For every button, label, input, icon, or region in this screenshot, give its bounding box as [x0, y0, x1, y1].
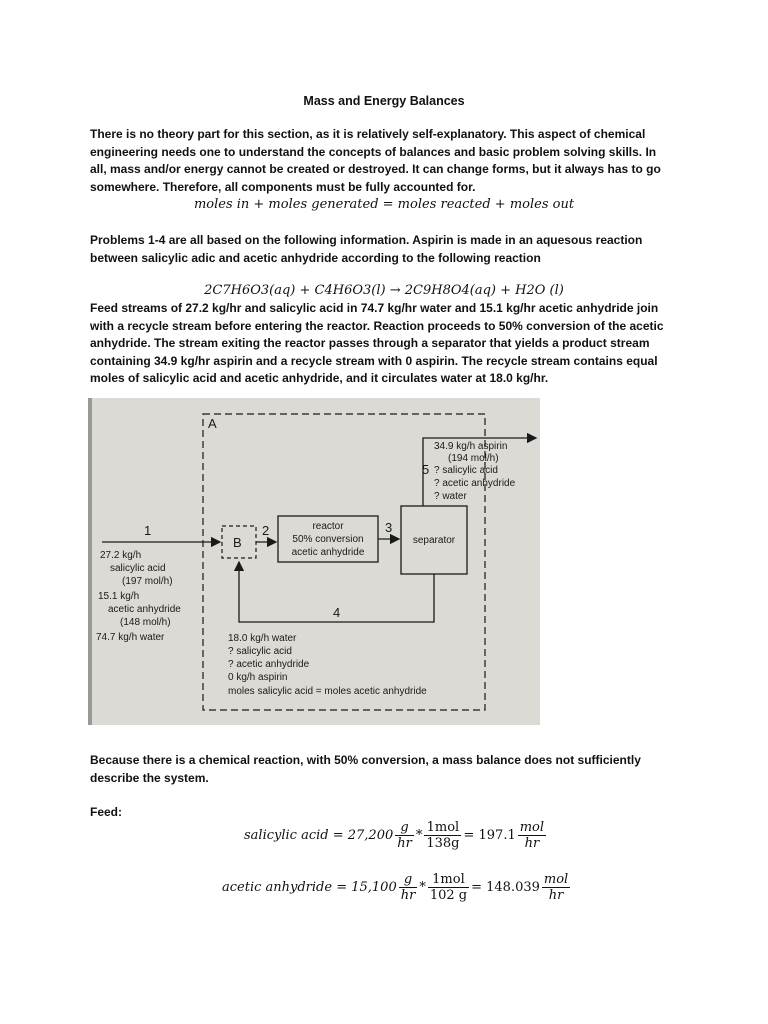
stream-1-line-2: salicylic acid [110, 563, 166, 574]
stream-5-number: 5 [422, 462, 430, 477]
calc2-operator: * [419, 880, 426, 895]
calc2-fraction-2: $\frac{\text{1mol}}{102 g}$ [429, 872, 468, 903]
stream-4-line-3: ? acetic anhydride [228, 659, 310, 670]
stream-4-number: 4 [333, 605, 341, 620]
stream-1-line-3: (197 mol/h) [122, 576, 173, 587]
stream-4-line-5: moles salicylic acid = moles acetic anhydride [228, 686, 427, 697]
intro-paragraph: There is no theory part for this section, as it is relatively self-explanatory. This aspect of chemical engineering needs one to understand the concepts of balances and basic problem solving skills. In all, mass and/or energy cannot be created or destroyed. It can change forms, but it always has to go somewhere. Therefore, all components must be fully accounted for. [90, 127, 661, 194]
flow-diagram [88, 398, 540, 725]
stream-1-line-5: acetic anhydride [108, 604, 181, 615]
calc2-lhs: acetic anhydride = 15,100 [222, 880, 397, 895]
reactor-line-3: acetic anhydride [291, 547, 365, 558]
stream-5-line-2: (194 mol/h) [448, 453, 499, 464]
calc2-fraction-1: $\frac{g}{hr}$ [400, 872, 416, 903]
page-title: Mass and Energy Balances [303, 94, 465, 108]
calc1-fraction-3: $\frac{\text{mol}}{hr}$ [519, 820, 545, 851]
stream-5-line-3: ? salicylic acid [434, 465, 498, 476]
stream-1-line-4: 15.1 kg/h [98, 591, 140, 602]
calc1-operator: * [415, 828, 423, 843]
conclusion-paragraph: Because there is a chemical reaction, with 50% conversion, a mass balance does not sufficiently describe the system. [90, 753, 641, 785]
calc1-fraction-2: $\frac{\text{1mol}}{138g}$ [426, 820, 460, 851]
stream-4-line-2: ? salicylic acid [228, 646, 292, 657]
stream-5-line-1: 34.9 kg/h aspirin [434, 441, 508, 452]
reactor-line-1: reactor [312, 521, 344, 532]
mixer-label: B [233, 535, 242, 550]
salicylic-acid-calculation [244, 820, 548, 851]
acetic-anhydride-calculation [222, 872, 572, 903]
stream-1-line-1: 27.2 kg/h [100, 550, 142, 561]
calc1-fraction-1: $\frac{g}{hr}$ [397, 820, 412, 851]
stream-4-line-1: 18.0 kg/h water [228, 633, 297, 644]
problems-intro-paragraph: Problems 1-4 are all based on the following information. Aspirin is made in an aquesous reaction between salicylic adic and acetic anhydride according to the following reaction [90, 233, 643, 265]
stream-5-line-5: ? water [434, 491, 467, 502]
separator-label: separator [412, 535, 456, 546]
calc1-lhs: salicylic acid = 27,200 [244, 828, 394, 843]
stream-5-line-4: ? acetic anhydride [434, 478, 516, 489]
calc2-result: = 148.039 [471, 880, 540, 895]
stream-1-line-7: 74.7 kg/h water [96, 632, 165, 643]
stream-1-number: 1 [144, 523, 152, 538]
stream-2-number: 2 [262, 523, 270, 538]
reactor-line-2: 50% conversion [292, 534, 364, 545]
stream-4-line-4: 0 kg/h aspirin [228, 672, 288, 683]
balance-equation: moles in + moles generated = moles reacted + moles out [193, 197, 575, 212]
stream-1-line-6: (148 mol/h) [120, 617, 171, 628]
boundary-label: A [208, 416, 217, 431]
feed-heading: Feed: [90, 805, 123, 819]
stream-3-number: 3 [385, 520, 393, 535]
calc2-fraction-3: $\frac{\text{mol}}{hr}$ [543, 872, 569, 903]
flow-diagram-svg [88, 398, 540, 725]
feed-description-paragraph: Feed streams of 27.2 kg/hr and salicylic acid in 74.7 kg/hr water and 15.1 kg/hr acetic anhydride join with a recycle stream before entering the reactor. Reaction proceeds to 50% conversion of the acetic anhydride. The stream exiting the reactor passes through a separator that yields a product stream containing 34.9 kg/hr aspirin and a recycle stream with 0 aspirin. The recycle stream contains equal moles of salicylic acid and acetic anhydride, and it circulates water at 18.0 kg/hr. [90, 301, 664, 385]
reaction-equation: 2C7H6O3(aq) + C4H6O3(l) → 2C9H8O4(aq) + H2O (l) [204, 283, 564, 298]
calc1-result: = 197.1 [463, 828, 516, 843]
